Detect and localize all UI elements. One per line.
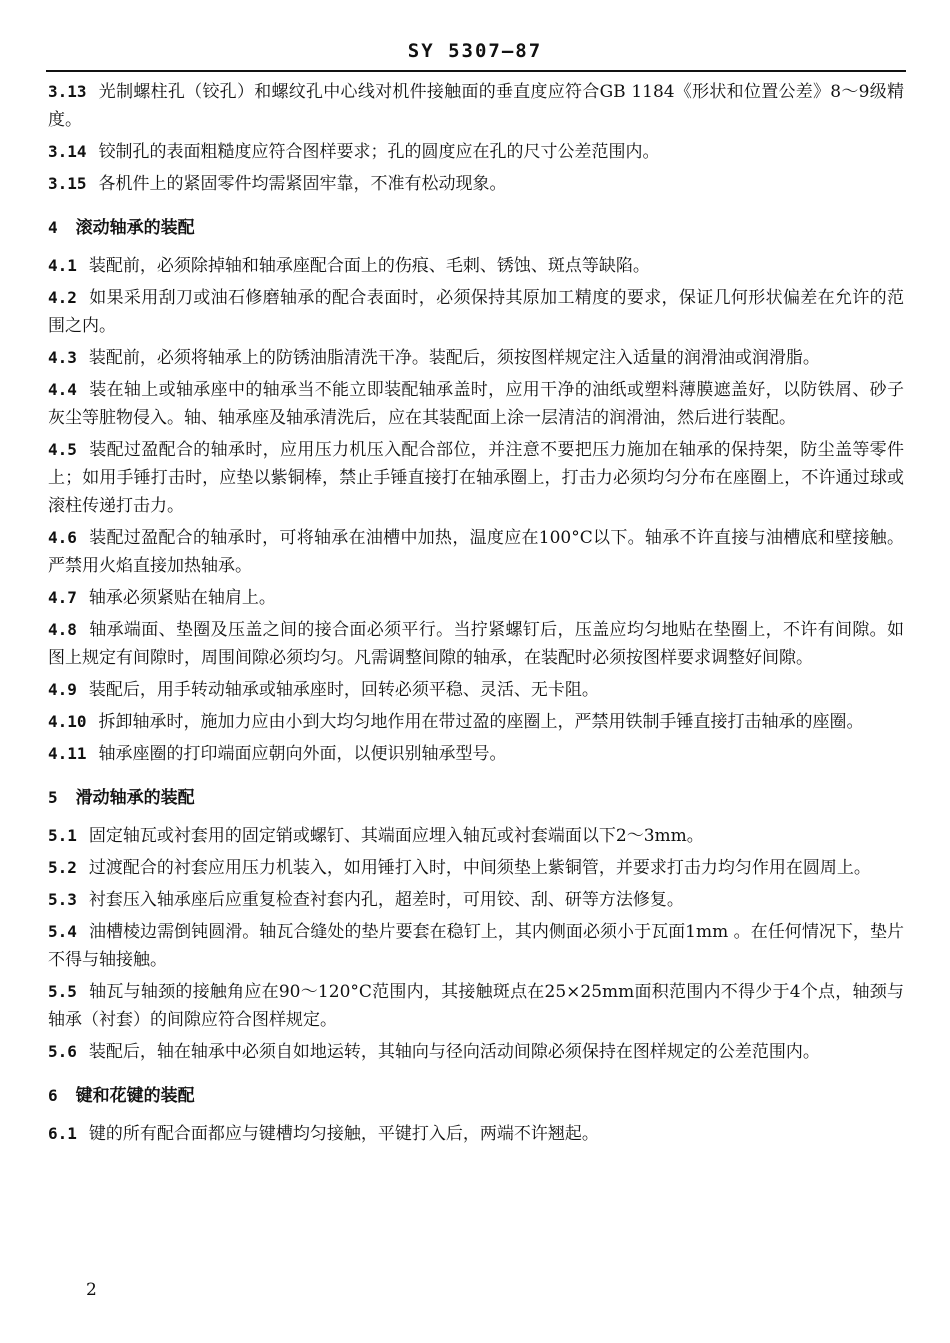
clause-text: 过渡配合的衬套应用压力机装入，如用锤打入时，中间须垫上紫铜管，并要求打击力均匀作用在圆周上。 bbox=[88, 858, 871, 878]
clause-number: 5.1 bbox=[48, 826, 77, 845]
header-rule bbox=[46, 70, 906, 72]
clause-number: 5.3 bbox=[48, 890, 77, 909]
clause-5-5 bbox=[48, 978, 904, 1034]
clause-number: 5.4 bbox=[48, 922, 77, 941]
section-title: 滚动轴承的装配 bbox=[75, 218, 195, 238]
clause-text: 轴承必须紧贴在轴肩上。 bbox=[88, 588, 276, 608]
clause-text: 固定轴瓦或衬套用的固定销或螺钉、其端面应埋入轴瓦或衬套端面以下2～3mm。 bbox=[88, 826, 704, 846]
clause-text: 轴承端面、垫圈及压盖之间的接合面必须平行。当拧紧螺钉后，压盖应均匀地贴在垫圈上，不许有间隙。如图上规定有间隙时，周围间隙必须均匀。凡需调整间隙的轴承，在装配时必须按图样要求调整好间隙。 bbox=[48, 620, 904, 668]
clause-text: 铰制孔的表面粗糙度应符合图样要求；孔的圆度应在孔的尺寸公差范围内。 bbox=[98, 142, 660, 162]
clause-number: 5.2 bbox=[48, 858, 77, 877]
document-body bbox=[48, 78, 904, 1152]
clause-text: 装配后，轴在轴承中必须自如地运转，其轴向与径向活动间隙必须保持在图样规定的公差范围内。 bbox=[88, 1042, 820, 1062]
document-code-header: SY 5307—87 bbox=[407, 40, 543, 62]
clause-number: 4.3 bbox=[48, 348, 77, 367]
clause-number: 4.7 bbox=[48, 588, 77, 607]
clause-number: 4.11 bbox=[48, 744, 87, 763]
clause-text: 衬套压入轴承座后应重复检查衬套内孔，超差时，可用铰、刮、研等方法修复。 bbox=[88, 890, 684, 910]
clause-text: 光制螺柱孔（铰孔）和螺纹孔中心线对机件接触面的垂直度应符合GB 1184《形状和位置公差》8～9级精度。 bbox=[48, 82, 904, 130]
clause-4-11 bbox=[48, 740, 904, 768]
clause-text: 装配前，必须将轴承上的防锈油脂清洗干净。装配后，须按图样规定注入适量的润滑油或润滑脂。 bbox=[88, 348, 820, 368]
section-heading-5 bbox=[48, 784, 904, 812]
clause-number: 3.13 bbox=[48, 82, 87, 101]
clause-5-2 bbox=[48, 854, 904, 882]
clause-4-7 bbox=[48, 584, 904, 612]
clause-text: 装配前，必须除掉轴和轴承座配合面上的伤痕、毛刺、锈蚀、斑点等缺陷。 bbox=[88, 256, 650, 276]
clause-4-5 bbox=[48, 436, 904, 520]
clause-number: 5.5 bbox=[48, 982, 77, 1001]
clause-text: 轴承座圈的打印端面应朝向外面，以便识别轴承型号。 bbox=[98, 744, 507, 764]
clause-5-3 bbox=[48, 886, 904, 914]
clause-4-9 bbox=[48, 676, 904, 704]
clause-number: 5.6 bbox=[48, 1042, 77, 1061]
clause-4-8 bbox=[48, 616, 904, 672]
clause-text: 装在轴上或轴承座中的轴承当不能立即装配轴承盖时，应用干净的油纸或塑料薄膜遮盖好，以防铁屑、砂子灰尘等脏物侵入。轴、轴承座及轴承清洗后，应在其装配面上涂一层清洁的润滑油，然后进行装配。 bbox=[48, 380, 904, 428]
clause-text: 如果采用刮刀或油石修磨轴承的配合表面时，必须保持其原加工精度的要求，保证几何形状偏差在允许的范围之内。 bbox=[48, 288, 904, 336]
clause-4-2 bbox=[48, 284, 904, 340]
section-number: 6 bbox=[48, 1086, 58, 1105]
clause-number: 4.9 bbox=[48, 680, 77, 699]
clause-number: 4.6 bbox=[48, 528, 77, 547]
page-number: 2 bbox=[86, 1280, 97, 1300]
clause-4-1 bbox=[48, 252, 904, 280]
clause-4-4 bbox=[48, 376, 904, 432]
clause-5-1 bbox=[48, 822, 904, 850]
section-title: 滑动轴承的装配 bbox=[75, 788, 195, 808]
clause-number: 4.4 bbox=[48, 380, 77, 399]
clause-number: 4.8 bbox=[48, 620, 77, 639]
clause-number: 4.5 bbox=[48, 440, 77, 459]
clause-4-10 bbox=[48, 708, 904, 736]
clause-number: 6.1 bbox=[48, 1124, 77, 1143]
clause-number: 3.15 bbox=[48, 174, 87, 193]
clause-text: 装配后，用手转动轴承或轴承座时，回转必须平稳、灵活、无卡阻。 bbox=[88, 680, 599, 700]
clause-text: 轴瓦与轴颈的接触角应在90～120°C范围内，其接触斑点在25×25mm面积范围内不得少于4个点，轴颈与轴承（衬套）的间隙应符合图样规定。 bbox=[48, 982, 904, 1030]
section-title: 键和花键的装配 bbox=[75, 1086, 195, 1106]
clause-number: 4.2 bbox=[48, 288, 77, 307]
section-number: 4 bbox=[48, 218, 58, 237]
section-heading-6 bbox=[48, 1082, 904, 1110]
clause-text: 拆卸轴承时，施加力应由小到大均匀地作用在带过盈的座圈上，严禁用铁制手锤直接打击轴承的座圈。 bbox=[98, 712, 864, 732]
clause-5-6 bbox=[48, 1038, 904, 1066]
clause-text: 键的所有配合面都应与键槽均匀接触，平键打入后，两端不许翘起。 bbox=[88, 1124, 599, 1144]
clause-number: 4.10 bbox=[48, 712, 87, 731]
section-number: 5 bbox=[48, 788, 58, 807]
section-heading-4 bbox=[48, 214, 904, 242]
clause-text: 油槽棱边需倒钝圆滑。轴瓦合缝处的垫片要套在稳钉上，其内侧面必须小于瓦面1mm 。在任何情况下，垫片不得与轴接触。 bbox=[48, 922, 904, 970]
clause-number: 3.14 bbox=[48, 142, 87, 161]
clause-3-15 bbox=[48, 170, 904, 198]
clause-3-13 bbox=[48, 78, 904, 134]
clause-number: 4.1 bbox=[48, 256, 77, 275]
clause-5-4 bbox=[48, 918, 904, 974]
clause-4-3 bbox=[48, 344, 904, 372]
clause-6-1 bbox=[48, 1120, 904, 1148]
clause-4-6 bbox=[48, 524, 904, 580]
clause-3-14 bbox=[48, 138, 904, 166]
clause-text: 装配过盈配合的轴承时，应用压力机压入配合部位，并注意不要把压力施加在轴承的保持架，防尘盖等零件上；如用手锤打击时，应垫以紫铜棒，禁止手锤直接打在轴承圈上，打击力必须均匀分布在座圈上，不许通过球或滚柱传递打击力。 bbox=[48, 440, 904, 516]
clause-text: 装配过盈配合的轴承时，可将轴承在油槽中加热，温度应在100°C以下。轴承不许直接与油槽底和壁接触。严禁用火焰直接加热轴承。 bbox=[48, 528, 904, 576]
clause-text: 各机件上的紧固零件均需紧固牢靠，不准有松动现象。 bbox=[98, 174, 507, 194]
